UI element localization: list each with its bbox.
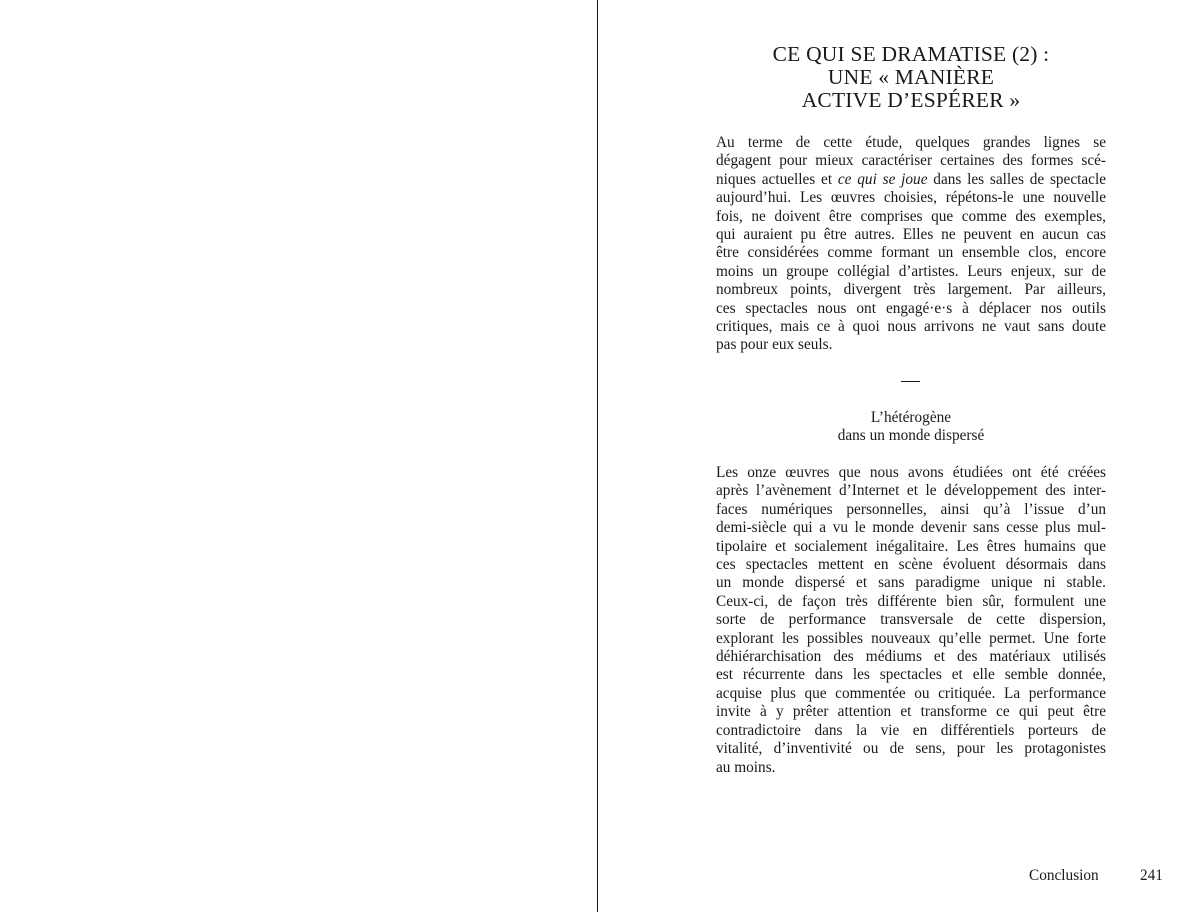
text-line: déhiérarchisation des médiums et des matériaux utilisés [716, 648, 1106, 666]
section-heading-line: L’hétérogène [870, 409, 952, 426]
text-line: invite à y prêter attention et transforme ce qui peut être [716, 703, 1106, 721]
intro-paragraph [716, 134, 1106, 355]
running-footer-title: Conclusion [1029, 867, 1099, 884]
text-line: Au terme de cette étude, quelques grandes lignes se [716, 134, 1106, 151]
section-heading-line: dans un monde dispersé [837, 427, 985, 445]
text-line: Les onze œuvres que nous avons étudiées ont été créées [716, 464, 1106, 481]
text-line: après l’avènement d’Internet et le développement des inter- [716, 482, 1106, 500]
text-line: fois, ne doivent être comprises que comme des exemples, [716, 207, 1106, 225]
text-line: vitalité, d’inventivité ou de sens, pour les protagonistes [716, 740, 1106, 758]
section-paragraph [716, 464, 1106, 777]
text-line: un monde dispersé et sans paradigme unique ni stable. [716, 574, 1106, 592]
text-line: sorte de performance transversale de cette dispersion, [716, 611, 1106, 629]
text-line: dégagent pour mieux caractériser certaines des formes scé- [716, 152, 1106, 170]
text-line: au moins. [716, 758, 776, 776]
text-line: aujourd’hui. Les œuvres choisies, répétons-le une nouvelle [716, 189, 1106, 207]
text-line: est récurrente dans les spectacles et elle semble donnée, [716, 666, 1106, 684]
text-line: demi-siècle qui a vu le monde devenir sans cesse plus mul- [716, 519, 1106, 537]
italic-phrase: ce qui se joue [837, 170, 928, 188]
text-line: moins un groupe collégial d’artistes. Leurs enjeux, sur de [716, 262, 1106, 280]
text-line: faces numériques personnelles, ainsi qu’à l’issue d’un [716, 500, 1106, 518]
text-line: nombreux points, divergent très largement. Par ailleurs, [716, 281, 1106, 299]
text-line: pas pour eux seuls. [716, 336, 833, 354]
text-line: être considérées comme formant un ensemble clos, encore [716, 244, 1106, 262]
text-line: Ceux-ci, de façon très différente bien sûr, formulent une [716, 592, 1106, 610]
text-line: explorant les possibles nouveaux qu’elle permet. Une forte [716, 629, 1106, 647]
section-divider-rule [901, 381, 920, 382]
text-line: critiques, mais ce à quoi nous arrivons ne vaut sans doute [716, 318, 1106, 336]
text-line: tipolaire et socialement inégalitaire. Les êtres humains que [716, 537, 1106, 555]
text-line: qui auraient pu être autres. Elles ne peuvent en aucun cas [716, 226, 1106, 244]
chapter-title-line: ACTIVE D’ESPÉRER » [801, 88, 1021, 112]
text-line: ces spectacles nous ont engagé·e·s à déplacer nos outils [716, 299, 1106, 317]
chapter-title-line: UNE « MANIÈRE [827, 65, 995, 89]
text-line: ces spectacles mettent en scène évoluent désormais dans [716, 556, 1106, 574]
section-heading [716, 409, 1106, 446]
text-fragment: niques actuelles et [716, 170, 838, 188]
text-fragment: dans les salles de spectacle [927, 170, 1106, 188]
text-line [716, 171, 1106, 189]
page-number: 241 [1140, 867, 1163, 884]
chapter-title [716, 43, 1106, 112]
text-line: acquise plus que commentée ou critiquée. La performance [716, 684, 1106, 702]
text-line: contradictoire dans la vie en différentiels porteurs de [716, 721, 1106, 739]
chapter-title-line: CE QUI SE DRAMATISE (2) : [772, 42, 1050, 66]
